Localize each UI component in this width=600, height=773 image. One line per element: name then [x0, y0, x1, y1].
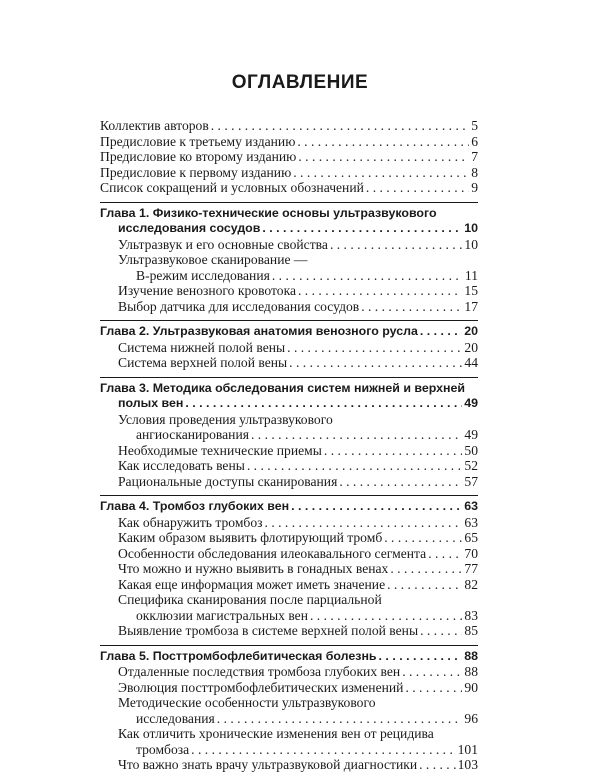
front-matter — [100, 118, 478, 196]
page-number: 103 — [457, 757, 478, 772]
toc-entry[interactable] — [100, 180, 478, 196]
entry-title: Список сокращений и условных обозначений — [100, 180, 364, 195]
leader-dots — [419, 757, 456, 773]
leader-dots — [420, 324, 462, 340]
toc-entry[interactable] — [100, 664, 478, 680]
leader-dots — [298, 283, 462, 299]
page-number: 88 — [464, 648, 478, 663]
page-number: 20 — [464, 339, 478, 355]
leader-dots — [339, 474, 462, 490]
entry-title: Особенности обследования илеокавального сегмента — [118, 545, 427, 561]
page-number: 50 — [464, 442, 478, 458]
toc-entry[interactable] — [100, 757, 478, 773]
leader-dots — [217, 711, 463, 727]
entry-title: Что можно и нужно выявить в гонадных венах — [118, 561, 389, 576]
toc-entry[interactable] — [100, 355, 478, 371]
entry-title: Предисловие к первому изданию — [100, 164, 292, 180]
leader-dots — [251, 427, 462, 443]
page-title: ОГЛАВЛЕНИЕ — [231, 72, 369, 93]
toc-entry[interactable] — [100, 530, 478, 546]
entry-title: исследования сосудов — [118, 221, 261, 235]
entry-title: Отдаленные последствия тромбоза глубоких вен — [118, 664, 401, 679]
toc-entry-cont[interactable] — [100, 268, 478, 284]
toc-entry[interactable]: Ультразвуковое сканирование — — [118, 252, 308, 267]
entry-title: Изучение венозного кровотока — [118, 283, 296, 298]
leader-dots — [185, 396, 462, 412]
entry-title: тромбоза — [136, 741, 190, 757]
toc-entry[interactable] — [100, 680, 478, 696]
leader-dots — [291, 499, 462, 515]
toc-entry[interactable] — [100, 458, 478, 474]
toc-entry[interactable] — [100, 515, 478, 531]
leader-dots — [387, 577, 462, 593]
entry-title: ангиосканирования — [136, 427, 249, 442]
chapter-heading-cont[interactable] — [100, 221, 478, 237]
page-number: 90 — [464, 679, 478, 695]
chapter-2 — [100, 320, 478, 371]
toc-entry-cont[interactable] — [100, 608, 478, 624]
leader-dots — [265, 515, 463, 531]
leader-dots — [384, 530, 462, 546]
page-number: 85 — [464, 623, 478, 638]
leader-dots — [247, 458, 463, 474]
chapter-heading-cont[interactable] — [100, 396, 478, 412]
leader-dots — [379, 649, 463, 665]
toc-entry-cont[interactable] — [100, 742, 478, 758]
entry-title: Как обнаружить тромбоз — [118, 514, 263, 530]
toc-entry[interactable] — [100, 623, 478, 639]
chapter-3 — [100, 377, 478, 490]
toc-entry-cont[interactable] — [100, 427, 478, 443]
entry-title: Коллектив авторов — [100, 118, 209, 133]
chapter-heading[interactable]: Глава 3. Методика обследования систем нижней и верхней — [100, 380, 466, 395]
page-number: 11 — [464, 267, 478, 283]
chapter-heading[interactable]: Глава 1. Физико-технические основы ультразвукового — [100, 205, 437, 220]
leader-dots — [262, 221, 462, 237]
entry-title: окклюзии магистральных вен — [136, 607, 308, 623]
page-number: 83 — [464, 607, 478, 623]
toc-entry[interactable] — [100, 340, 478, 356]
entry-title: Рациональные доступы сканирования — [118, 473, 338, 489]
leader-dots — [287, 340, 462, 356]
page-number: 70 — [464, 545, 478, 561]
toc-entry[interactable] — [100, 237, 478, 253]
chapter-heading[interactable] — [100, 649, 478, 665]
entry-title: Глава 4. Тромбоз глубоких вен — [100, 499, 290, 513]
toc-entry[interactable] — [100, 134, 478, 150]
page-number: 82 — [464, 576, 478, 592]
entry-title: Каким образом выявить флотирующий тромб — [118, 530, 383, 545]
page-number: 88 — [464, 664, 478, 679]
page-number: 6 — [471, 133, 478, 149]
leader-dots — [366, 180, 469, 196]
toc-entry[interactable] — [100, 118, 478, 134]
leader-dots — [405, 680, 462, 696]
entry-title: исследования — [136, 710, 215, 726]
leader-dots — [361, 299, 462, 315]
leader-dots — [390, 561, 462, 577]
leader-dots — [310, 608, 462, 624]
toc-entry[interactable]: Методические особенности ультразвукового — [118, 695, 376, 710]
entry-title: Глава 2. Ультразвуковая анатомия венозного русла — [100, 324, 418, 338]
entry-title: Необходимые технические приемы — [118, 442, 322, 458]
page-number: 49 — [464, 396, 478, 410]
toc-entry[interactable]: Условия проведения ультразвукового — [118, 411, 333, 427]
page-number: 63 — [464, 499, 478, 513]
page-number: 96 — [464, 710, 478, 726]
leader-dots — [420, 623, 462, 639]
toc-entry[interactable] — [100, 577, 478, 593]
page-number: 63 — [464, 514, 478, 530]
leader-dots — [289, 355, 462, 371]
leader-dots — [330, 237, 462, 253]
toc-entry[interactable]: Как отличить хронические изменения вен от рецидива — [118, 726, 434, 741]
page-number: 20 — [464, 324, 478, 338]
toc-entry[interactable] — [100, 165, 478, 181]
toc-entry-cont[interactable] — [100, 711, 478, 727]
page-number: 52 — [464, 458, 478, 473]
leader-dots — [297, 134, 469, 150]
entry-title: Что важно знать врачу ультразвуковой диагностики — [118, 757, 418, 772]
entry-title: Эволюция посттромбофлебитических изменений — [118, 679, 404, 695]
entry-title: Какая еще информация может иметь значение — [118, 576, 386, 592]
page-number: 5 — [471, 118, 478, 133]
page-number: 101 — [457, 741, 478, 757]
page-number: 9 — [471, 180, 478, 195]
toc-entry[interactable] — [100, 474, 478, 490]
entry-title: Предисловие к третьему изданию — [100, 133, 296, 149]
toc-entry[interactable] — [100, 561, 478, 577]
page-number: 44 — [464, 355, 478, 370]
leader-dots — [428, 546, 462, 562]
chapter-heading[interactable] — [100, 499, 478, 515]
leader-dots — [324, 443, 463, 459]
page-number: 8 — [471, 164, 478, 180]
table-of-contents — [100, 118, 478, 773]
leader-dots — [402, 664, 462, 680]
page-number: 17 — [464, 298, 478, 314]
entry-title: Как исследовать вены — [118, 458, 245, 473]
page-number: 7 — [471, 149, 478, 164]
leader-dots — [211, 118, 469, 134]
entry-title: В-режим исследования — [136, 267, 270, 283]
toc-entry[interactable] — [100, 283, 478, 299]
page-number: 65 — [464, 530, 478, 545]
entry-title: Выбор датчика для исследования сосудов — [118, 298, 360, 314]
page-number: 57 — [464, 473, 478, 489]
toc-entry[interactable] — [100, 149, 478, 165]
page-number: 10 — [464, 236, 478, 252]
leader-dots — [293, 165, 469, 181]
chapter-1 — [100, 202, 478, 315]
page-number: 77 — [464, 561, 478, 576]
chapter-5 — [100, 645, 478, 773]
toc-entry[interactable] — [100, 299, 478, 315]
entry-title: Выявление тромбоза в системе верхней полой вены — [118, 623, 419, 638]
toc-entry[interactable] — [100, 546, 478, 562]
entry-title: Ультразвук и его основные свойства — [118, 236, 328, 252]
leader-dots — [272, 268, 463, 284]
entry-title: Система верхней полой вены — [118, 355, 288, 370]
toc-entry[interactable]: Специфика сканирования после парциальной — [118, 592, 382, 607]
page-number: 10 — [464, 221, 478, 235]
chapter-4 — [100, 495, 478, 639]
entry-title: Глава 5. Посттромбофлебитическая болезнь — [100, 648, 377, 663]
page-number: 49 — [464, 427, 478, 442]
entry-title: полых вен — [118, 396, 184, 410]
page-number: 15 — [464, 283, 478, 298]
toc-entry[interactable] — [100, 443, 478, 459]
leader-dots — [191, 742, 455, 758]
entry-title: Система нижней полой вены — [118, 339, 286, 355]
leader-dots — [298, 149, 469, 165]
entry-title: Предисловие ко второму изданию — [100, 149, 297, 164]
chapter-heading[interactable] — [100, 324, 478, 340]
